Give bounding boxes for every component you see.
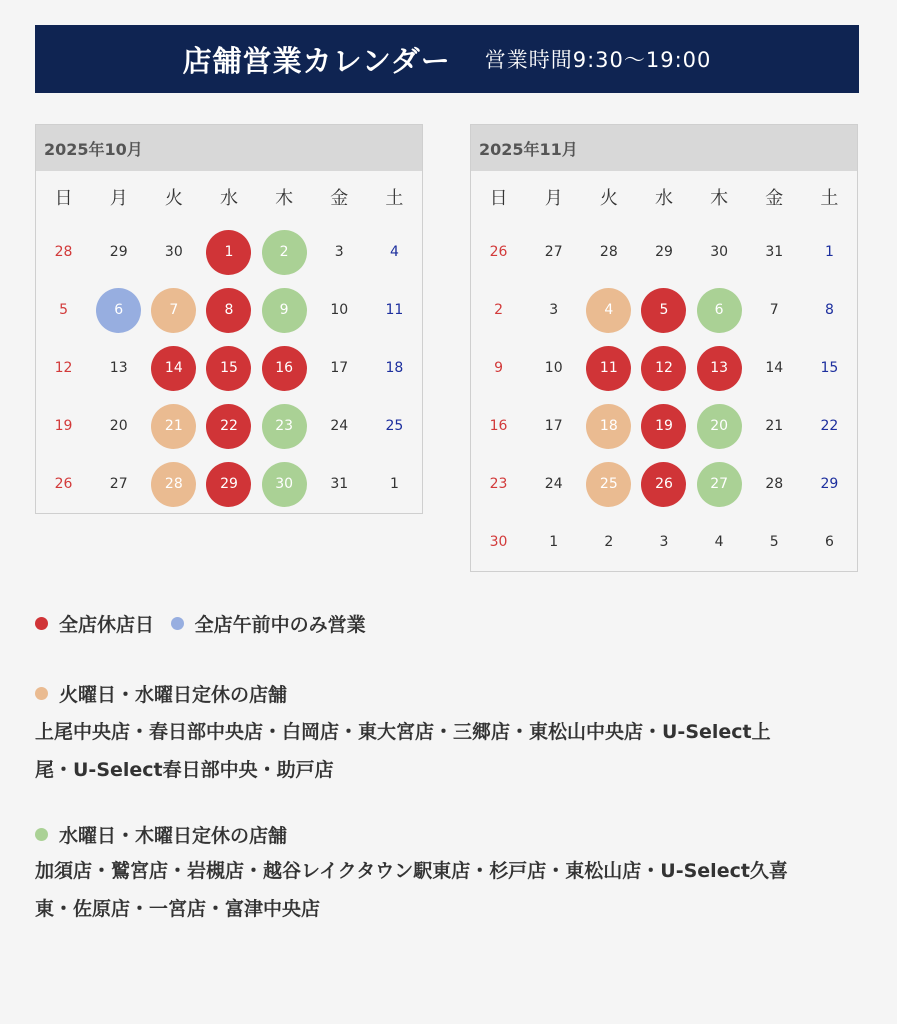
calendar-cell xyxy=(201,339,256,397)
business-hours: 営業時間9:30〜19:00 xyxy=(484,48,712,72)
blue-dot-icon xyxy=(171,617,184,630)
calendar-day: 27 xyxy=(697,462,742,507)
weekday-header: 日 xyxy=(489,188,508,209)
calendar-day: 28 xyxy=(765,476,784,492)
calendar-cell xyxy=(747,339,802,397)
calendar-day: 21 xyxy=(765,418,784,434)
weekday-header: 水 xyxy=(654,188,673,209)
calendar-day: 10 xyxy=(544,360,563,376)
weekday-header: 土 xyxy=(820,188,839,209)
calendar-cell xyxy=(367,455,422,513)
calendar-cell xyxy=(526,281,581,339)
calendar-cell xyxy=(471,513,526,571)
weekday-header: 木 xyxy=(710,188,729,209)
weekday-header: 火 xyxy=(164,188,183,209)
calendar-cell xyxy=(36,339,91,397)
calendar-cell xyxy=(636,281,691,339)
calendar-cell xyxy=(312,339,367,397)
calendar-cell xyxy=(692,281,747,339)
calendar-day: 11 xyxy=(586,346,631,391)
calendar-day: 4 xyxy=(389,244,399,260)
weekday-header: 日 xyxy=(54,188,73,209)
calendar-day: 28 xyxy=(599,244,618,260)
calendar-cell xyxy=(692,397,747,455)
calendar-week-row xyxy=(471,513,857,571)
weekday-header: 火 xyxy=(599,188,618,209)
calendar-cell xyxy=(367,281,422,339)
calendar-day: 2 xyxy=(494,302,504,318)
calendar-cell xyxy=(692,339,747,397)
green-dot-icon xyxy=(35,828,48,841)
calendar-grid xyxy=(36,171,422,513)
calendar-day: 15 xyxy=(206,346,251,391)
calendar-cell xyxy=(581,339,636,397)
wedthu-title-label: 水曜日・木曜日定休の店舗 xyxy=(59,825,288,847)
calendar-month-title: 2025年10月 xyxy=(36,125,422,171)
calendar-cell xyxy=(526,397,581,455)
calendar-week-row xyxy=(471,455,857,513)
calendar-day: 1 xyxy=(206,230,251,275)
calendar-day: 22 xyxy=(820,418,839,434)
tuewed-store-list: 上尾中央店・春日部中央店・白岡店・東大宮店・三郷店・東松山中央店・U-Select上尾・U-Select春日部中央・助戸店 xyxy=(35,721,771,781)
calendar-cell xyxy=(526,223,581,281)
calendar-cell xyxy=(636,455,691,513)
weekday-header: 金 xyxy=(765,188,784,209)
calendar-day: 20 xyxy=(697,404,742,449)
calendar-day: 29 xyxy=(109,244,128,260)
calendar-day: 27 xyxy=(544,244,563,260)
calendar-week-row xyxy=(471,339,857,397)
calendar-day: 12 xyxy=(54,360,73,376)
calendar-week-row xyxy=(471,223,857,281)
calendar-cell xyxy=(747,281,802,339)
weekday-header: 月 xyxy=(544,188,563,209)
calendar-cell xyxy=(636,223,691,281)
calendar-day: 26 xyxy=(489,244,508,260)
calendar-day: 16 xyxy=(262,346,307,391)
calendar-day: 8 xyxy=(824,302,834,318)
calendar-cell xyxy=(802,513,857,571)
calendar-cell xyxy=(747,223,802,281)
calendar-cell xyxy=(91,397,146,455)
calendar-cell xyxy=(747,455,802,513)
legend-morning-label: 全店午前中のみ営業 xyxy=(194,614,366,636)
calendar-header xyxy=(35,25,859,93)
calendar-cell xyxy=(36,397,91,455)
calendar-cell xyxy=(802,397,857,455)
calendar-day: 6 xyxy=(96,288,141,333)
weekday-header: 水 xyxy=(219,188,238,209)
calendar-cell xyxy=(201,397,256,455)
page-title: 店舗営業カレンダー xyxy=(182,43,451,78)
calendar-cell xyxy=(257,223,312,281)
calendar-cell xyxy=(312,281,367,339)
calendar-cell xyxy=(91,281,146,339)
calendar-day: 6 xyxy=(824,534,834,550)
calendar-cell xyxy=(471,397,526,455)
calendar-cell xyxy=(692,513,747,571)
calendar-day: 2 xyxy=(604,534,614,550)
calendar-cell xyxy=(257,339,312,397)
calendar-cell xyxy=(257,397,312,455)
calendar-day: 18 xyxy=(385,360,404,376)
calendar-day: 30 xyxy=(262,462,307,507)
calendar-day: 22 xyxy=(206,404,251,449)
calendar-day: 29 xyxy=(206,462,251,507)
calendar-cell xyxy=(636,513,691,571)
calendar-day: 7 xyxy=(151,288,196,333)
calendar-cell xyxy=(581,397,636,455)
calendar-cell xyxy=(36,223,91,281)
wedthu-store-list: 加須店・鷲宮店・岩槻店・越谷レイクタウン駅東店・杉戸店・東松山店・U-Select久喜東・佐原店・一宮店・富津中央店 xyxy=(35,860,788,920)
calendar-cell xyxy=(692,455,747,513)
calendar-cell xyxy=(471,339,526,397)
calendar-cell xyxy=(91,223,146,281)
calendar-day: 31 xyxy=(330,476,349,492)
calendar-cell xyxy=(201,223,256,281)
calendar-cell xyxy=(581,513,636,571)
calendar-cell xyxy=(201,455,256,513)
calendar-grid xyxy=(471,171,857,571)
legend-wedthu-title xyxy=(35,821,287,848)
calendar-cell xyxy=(367,397,422,455)
calendar-cell xyxy=(526,339,581,397)
calendar-cell xyxy=(581,281,636,339)
calendar-day: 17 xyxy=(544,418,563,434)
calendar-week-row xyxy=(36,223,422,281)
calendar-cell xyxy=(312,223,367,281)
calendar-day: 14 xyxy=(151,346,196,391)
calendar-cell xyxy=(636,339,691,397)
tuewed-title-label: 火曜日・水曜日定休の店舗 xyxy=(59,684,288,706)
calendar-november xyxy=(470,124,858,572)
calendar-day: 3 xyxy=(659,534,669,550)
legend-closed-label: 全店休店日 xyxy=(59,614,155,636)
calendar-cell xyxy=(526,455,581,513)
calendar-week-row xyxy=(36,339,422,397)
calendar-cell xyxy=(36,455,91,513)
calendar-cell xyxy=(367,339,422,397)
calendar-day: 9 xyxy=(262,288,307,333)
calendar-day: 23 xyxy=(489,476,508,492)
calendar-cell xyxy=(146,397,201,455)
orange-dot-icon xyxy=(35,687,48,700)
calendar-day: 24 xyxy=(330,418,349,434)
calendar-week-row xyxy=(36,455,422,513)
calendar-week-row xyxy=(36,281,422,339)
calendar-day: 2 xyxy=(262,230,307,275)
calendar-cell xyxy=(471,223,526,281)
legend-row xyxy=(35,610,366,637)
calendar-cell xyxy=(471,455,526,513)
calendar-day: 1 xyxy=(549,534,559,550)
calendar-cell xyxy=(802,223,857,281)
calendar-cell xyxy=(91,339,146,397)
calendar-day: 26 xyxy=(641,462,686,507)
calendar-cell xyxy=(367,223,422,281)
calendar-day: 11 xyxy=(385,302,404,318)
red-dot-icon xyxy=(35,617,48,630)
calendar-day: 1 xyxy=(824,244,834,260)
calendar-cell xyxy=(747,397,802,455)
calendar-cell xyxy=(802,281,857,339)
legend-tuewed-title xyxy=(35,680,287,707)
calendar-cell xyxy=(526,513,581,571)
calendar-cell xyxy=(312,397,367,455)
calendar-week-row xyxy=(471,281,857,339)
calendar-day: 28 xyxy=(151,462,196,507)
calendar-day: 5 xyxy=(641,288,686,333)
calendar-day: 27 xyxy=(109,476,128,492)
calendar-cell xyxy=(471,281,526,339)
calendar-day: 16 xyxy=(489,418,508,434)
calendar-day: 29 xyxy=(820,476,839,492)
calendar-october xyxy=(35,124,423,514)
calendar-day: 8 xyxy=(206,288,251,333)
calendar-day: 15 xyxy=(820,360,839,376)
calendar-cell xyxy=(802,455,857,513)
calendar-day: 20 xyxy=(109,418,128,434)
calendar-day: 29 xyxy=(655,244,673,260)
calendar-day: 17 xyxy=(330,360,349,376)
calendar-week-row xyxy=(36,397,422,455)
calendar-day: 19 xyxy=(641,404,686,449)
calendar-cell xyxy=(581,455,636,513)
calendar-day: 5 xyxy=(769,534,779,550)
calendar-day: 9 xyxy=(494,360,504,376)
calendar-day: 18 xyxy=(586,404,631,449)
calendar-day: 13 xyxy=(109,360,128,376)
calendar-day: 6 xyxy=(697,288,742,333)
weekday-header: 金 xyxy=(330,188,349,209)
calendar-day: 13 xyxy=(697,346,742,391)
calendar-cell xyxy=(91,455,146,513)
weekday-header: 月 xyxy=(109,188,128,209)
calendar-day: 30 xyxy=(164,244,183,260)
calendar-day: 25 xyxy=(586,462,631,507)
calendar-cell xyxy=(36,281,91,339)
calendar-cell xyxy=(257,455,312,513)
calendar-cell xyxy=(146,223,201,281)
calendar-week-row xyxy=(471,397,857,455)
calendar-day: 1 xyxy=(389,476,399,492)
calendar-day: 3 xyxy=(334,244,344,260)
calendar-cell xyxy=(581,223,636,281)
calendar-day: 23 xyxy=(262,404,307,449)
calendar-cell xyxy=(257,281,312,339)
calendar-day: 12 xyxy=(641,346,686,391)
calendar-cell xyxy=(802,339,857,397)
calendar-cell xyxy=(146,281,201,339)
calendar-cell xyxy=(146,339,201,397)
calendar-day: 7 xyxy=(769,302,779,318)
calendar-cell xyxy=(692,223,747,281)
calendar-cell xyxy=(747,513,802,571)
calendar-day: 10 xyxy=(330,302,349,318)
weekday-header: 木 xyxy=(275,188,294,209)
calendar-day: 31 xyxy=(765,244,784,260)
calendar-cell xyxy=(312,455,367,513)
calendar-day: 21 xyxy=(151,404,196,449)
calendar-month-title: 2025年11月 xyxy=(471,125,857,171)
calendar-day: 4 xyxy=(714,534,724,550)
calendar-day: 4 xyxy=(586,288,631,333)
calendar-day: 28 xyxy=(54,244,73,260)
weekday-header: 土 xyxy=(385,188,404,209)
calendar-day: 14 xyxy=(765,360,784,376)
calendar-day: 25 xyxy=(385,418,404,434)
calendar-cell xyxy=(201,281,256,339)
calendar-cell xyxy=(146,455,201,513)
calendar-day: 30 xyxy=(489,534,508,550)
calendar-day: 19 xyxy=(54,418,73,434)
calendar-day: 30 xyxy=(710,244,729,260)
calendar-day: 3 xyxy=(549,302,559,318)
calendar-day: 24 xyxy=(544,476,563,492)
calendar-day: 5 xyxy=(59,302,69,318)
calendar-day: 26 xyxy=(54,476,73,492)
calendar-cell xyxy=(636,397,691,455)
